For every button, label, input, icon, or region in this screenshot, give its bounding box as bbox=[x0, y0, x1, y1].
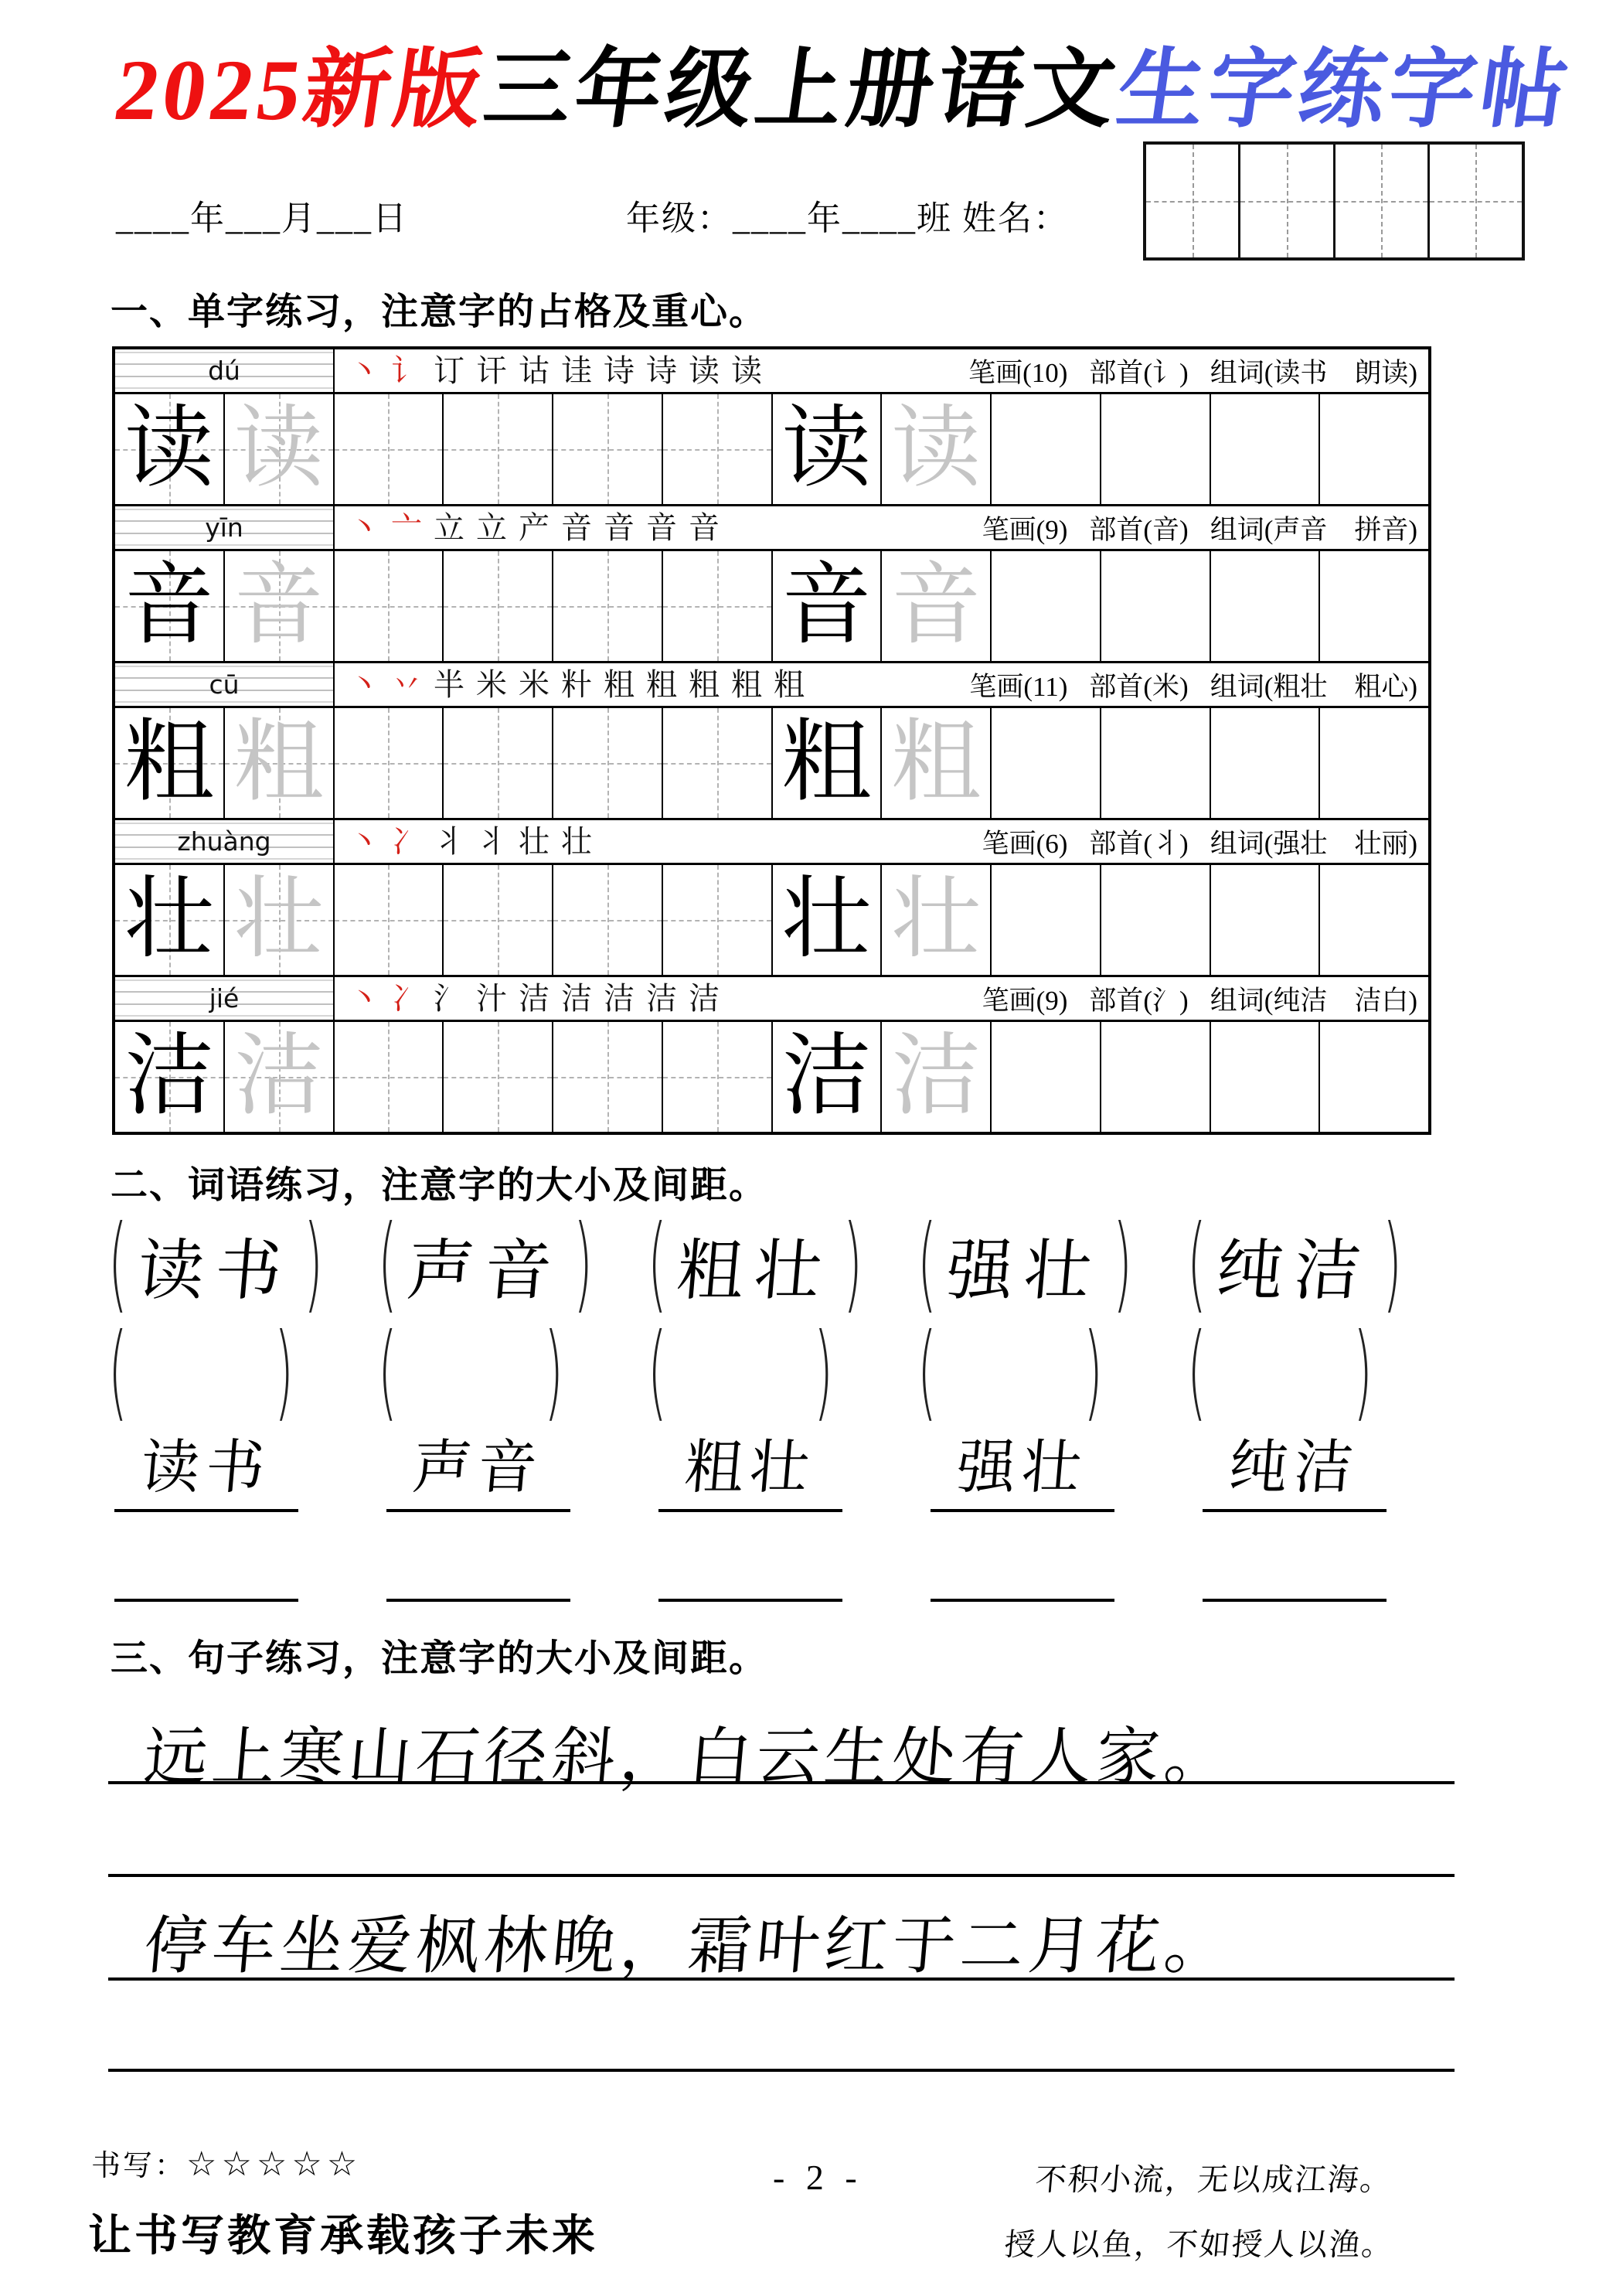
practice-row bbox=[115, 394, 1428, 504]
words-label: 组词(声音 拼音) bbox=[1210, 514, 1417, 545]
open-paren: ( bbox=[1187, 1204, 1206, 1325]
model-character-cell bbox=[115, 865, 225, 975]
empty-practice-cell bbox=[444, 551, 553, 661]
page-title bbox=[108, 20, 1580, 145]
empty-practice-cell bbox=[1211, 708, 1321, 818]
empty-practice-cell bbox=[1320, 865, 1428, 975]
empty-parens bbox=[917, 1313, 1103, 1433]
stroke-count-label: 笔画(9) bbox=[982, 985, 1068, 1016]
stroke-order-step: 丷 bbox=[391, 666, 422, 702]
empty-practice-cell bbox=[444, 1022, 553, 1132]
stroke-order-step: 洁 bbox=[604, 980, 635, 1016]
radical-label: 部首(米) bbox=[1089, 671, 1189, 702]
empty-practice-cell bbox=[444, 394, 553, 504]
radical-label: 部首(氵) bbox=[1089, 985, 1189, 1016]
underlined-word: 粗壮 bbox=[682, 1436, 818, 1501]
stroke-order-step: 汁 bbox=[476, 980, 507, 1016]
empty-practice-cell bbox=[1101, 1022, 1211, 1132]
empty-practice-cell bbox=[335, 551, 444, 661]
character-info bbox=[982, 823, 1428, 861]
word-paren-row-empty bbox=[0, 1313, 1623, 1433]
model-character-cell bbox=[773, 1022, 883, 1132]
model-character: 壮 bbox=[124, 870, 214, 969]
stroke-order-step: 半 bbox=[434, 666, 464, 702]
stroke-order-step: 氵 bbox=[434, 980, 464, 1016]
close-paren: ) bbox=[303, 1204, 323, 1325]
trace-character-cell bbox=[225, 551, 335, 661]
trace-character-cell bbox=[882, 708, 992, 818]
model-character-cell bbox=[773, 394, 883, 504]
character-info bbox=[968, 352, 1428, 390]
sentence-1-underline bbox=[108, 1781, 1455, 1784]
name-grid-cell bbox=[1333, 145, 1427, 257]
empty-practice-cell bbox=[663, 551, 773, 661]
empty-practice-cell bbox=[553, 865, 663, 975]
word-underline-empty bbox=[931, 1594, 1114, 1602]
empty-parens bbox=[378, 1313, 563, 1433]
title-copybook: 生字练字帖 bbox=[1111, 43, 1577, 138]
trace-character: 粗 bbox=[891, 714, 982, 812]
word-underline-filled bbox=[931, 1420, 1114, 1512]
stroke-order-step: 籵 bbox=[561, 666, 592, 702]
section-two-heading: 二、词语练习，注意字的大小及间距。 bbox=[111, 1165, 768, 1206]
pinyin-cell bbox=[115, 663, 335, 706]
stroke-order-step: 洁 bbox=[646, 980, 677, 1016]
empty-practice-cell bbox=[1101, 708, 1211, 818]
practice-word: 纯洁 bbox=[1213, 1234, 1375, 1308]
stroke-count-label: 笔画(11) bbox=[969, 671, 1068, 702]
stroke-order-step: 立 bbox=[434, 509, 464, 545]
stroke-order-step: 洁 bbox=[519, 980, 550, 1016]
grade-blanks: 年级：____年____班 姓名： bbox=[626, 199, 1069, 237]
stroke-order-step: 冫 bbox=[391, 980, 422, 1016]
stroke-order-step: 丶 bbox=[349, 980, 379, 1016]
model-character: 读 bbox=[124, 400, 214, 499]
trace-character: 读 bbox=[891, 400, 982, 499]
pinyin-cell bbox=[115, 506, 335, 549]
character-info bbox=[969, 666, 1428, 704]
pinyin-cell bbox=[115, 977, 335, 1020]
words-label: 组词(强壮 壮丽) bbox=[1210, 828, 1417, 859]
underlined-word: 读书 bbox=[138, 1436, 274, 1501]
empty-practice-cell bbox=[992, 1022, 1101, 1132]
practice-word: 强壮 bbox=[944, 1234, 1105, 1308]
trace-character: 读 bbox=[233, 400, 324, 499]
name-grid bbox=[1143, 141, 1525, 261]
close-paren: ) bbox=[274, 1313, 294, 1433]
word-underline-row-filled bbox=[0, 1432, 1623, 1512]
word-underline-filled bbox=[386, 1420, 570, 1512]
name-grid-cell bbox=[1238, 145, 1332, 257]
trace-character-cell bbox=[225, 865, 335, 975]
character-header-row bbox=[115, 506, 1428, 551]
stroke-order-step: 立 bbox=[476, 509, 507, 545]
stroke-order-strip bbox=[349, 353, 762, 388]
trace-character: 粗 bbox=[233, 714, 324, 812]
empty-practice-cell bbox=[1320, 708, 1428, 818]
model-character: 洁 bbox=[781, 1027, 872, 1126]
stroke-order-step: 讠 bbox=[391, 353, 422, 388]
stroke-order-step: 诂 bbox=[519, 353, 550, 388]
empty-practice-cell bbox=[663, 1022, 773, 1132]
footer-quote-bottom: 授人以鱼，不如授人以渔。 bbox=[1002, 2227, 1396, 2262]
empty-practice-cell bbox=[335, 708, 444, 818]
close-paren: ) bbox=[1352, 1313, 1373, 1433]
pinyin-cell bbox=[115, 820, 335, 863]
stroke-order-step: 洁 bbox=[561, 980, 592, 1016]
trace-character-cell bbox=[882, 1022, 992, 1132]
stroke-order-step: 诗 bbox=[646, 353, 677, 388]
footer-slogan: 让书写教育承载孩子未来 bbox=[88, 2211, 598, 2260]
word-in-parens bbox=[108, 1204, 323, 1325]
stroke-order-step: 粗 bbox=[604, 666, 635, 702]
open-paren: ( bbox=[917, 1204, 937, 1325]
empty-practice-cell bbox=[992, 865, 1101, 975]
stroke-order-step: 诗 bbox=[604, 353, 635, 388]
word-in-parens bbox=[648, 1204, 863, 1325]
word-in-parens bbox=[1187, 1204, 1402, 1325]
character-practice-table bbox=[112, 346, 1431, 1135]
stroke-order-strip bbox=[349, 509, 720, 545]
character-header-row bbox=[115, 349, 1428, 394]
stroke-count-label: 笔画(9) bbox=[982, 514, 1068, 545]
open-paren: ( bbox=[378, 1313, 397, 1433]
pinyin-text: cū bbox=[209, 669, 240, 700]
trace-character-cell bbox=[225, 1022, 335, 1132]
radical-label: 部首(丬) bbox=[1089, 828, 1189, 859]
character-header-row bbox=[115, 663, 1428, 708]
stroke-order-step: 粗 bbox=[646, 666, 677, 702]
empty-practice-cell bbox=[663, 865, 773, 975]
close-paren: ) bbox=[543, 1313, 563, 1433]
model-character: 壮 bbox=[781, 870, 872, 969]
open-paren: ( bbox=[648, 1313, 667, 1433]
practice-word: 读书 bbox=[134, 1234, 296, 1308]
stroke-order-step: 粗 bbox=[774, 666, 805, 702]
stroke-order-step: 音 bbox=[561, 509, 592, 545]
writing-rating bbox=[91, 2141, 362, 2184]
character-block bbox=[115, 663, 1428, 820]
empty-practice-cell bbox=[335, 865, 444, 975]
trace-character: 壮 bbox=[891, 870, 982, 969]
sentence-2: 停车坐爱枫林晚，霜叶红于二月花。 bbox=[141, 1911, 1236, 1981]
stroke-order-step: 音 bbox=[689, 509, 720, 545]
model-character-cell bbox=[115, 708, 225, 818]
empty-practice-cell bbox=[663, 394, 773, 504]
character-block bbox=[115, 820, 1428, 977]
empty-practice-cell bbox=[1211, 394, 1321, 504]
page-number: - 2 - bbox=[773, 2158, 863, 2197]
close-paren: ) bbox=[573, 1204, 593, 1325]
word-underline-empty bbox=[114, 1594, 298, 1602]
trace-character: 洁 bbox=[891, 1027, 982, 1126]
empty-practice-cell bbox=[553, 708, 663, 818]
stroke-order-step: 粗 bbox=[731, 666, 762, 702]
stroke-order-step: 读 bbox=[731, 353, 762, 388]
pinyin-cell bbox=[115, 349, 335, 392]
practice-word: 粗壮 bbox=[674, 1234, 835, 1308]
empty-practice-cell bbox=[1101, 551, 1211, 661]
close-paren: ) bbox=[813, 1313, 833, 1433]
model-character: 粗 bbox=[781, 714, 872, 812]
rating-stars: ☆☆☆☆☆ bbox=[186, 2144, 362, 2184]
model-character-cell bbox=[115, 394, 225, 504]
empty-practice-cell bbox=[553, 551, 663, 661]
stroke-order-step: 丬 bbox=[434, 823, 464, 859]
empty-practice-cell bbox=[992, 394, 1101, 504]
stroke-order-step: 亠 bbox=[391, 509, 422, 545]
words-label: 组词(纯洁 洁白) bbox=[1210, 985, 1417, 1016]
trace-character-cell bbox=[225, 394, 335, 504]
trace-character: 壮 bbox=[233, 870, 324, 969]
empty-practice-cell bbox=[1320, 1022, 1428, 1132]
stroke-order-step: 丶 bbox=[349, 353, 379, 388]
sentence-2-underline bbox=[108, 1977, 1455, 1981]
section-three-heading: 三、句子练习，注意字的大小及间距。 bbox=[111, 1638, 768, 1679]
pinyin-text: yīn bbox=[205, 513, 243, 543]
stroke-order-step: 讦 bbox=[476, 353, 507, 388]
title-edition: 2025新版 bbox=[109, 43, 492, 138]
model-character: 音 bbox=[124, 557, 214, 656]
model-character: 粗 bbox=[124, 714, 214, 812]
sentence-1: 远上寒山石径斜，白云生处有人家。 bbox=[141, 1722, 1236, 1793]
word-underline-empty bbox=[1203, 1594, 1387, 1602]
stroke-order-step: 冫 bbox=[391, 823, 422, 859]
close-paren: ) bbox=[842, 1204, 863, 1325]
word-in-parens bbox=[378, 1204, 593, 1325]
model-character-cell bbox=[773, 708, 883, 818]
empty-parens bbox=[648, 1313, 833, 1433]
underlined-word: 强壮 bbox=[954, 1436, 1091, 1501]
character-header-row bbox=[115, 977, 1428, 1022]
stroke-order-step: 粗 bbox=[689, 666, 720, 702]
empty-practice-cell bbox=[1211, 551, 1321, 661]
trace-character-cell bbox=[882, 551, 992, 661]
character-block bbox=[115, 506, 1428, 663]
empty-practice-cell bbox=[1211, 1022, 1321, 1132]
stroke-order-step: 订 bbox=[434, 353, 464, 388]
stroke-count-label: 笔画(6) bbox=[982, 828, 1068, 859]
trace-character: 洁 bbox=[233, 1027, 324, 1126]
word-paren-row-filled bbox=[0, 1204, 1623, 1325]
word-underline-row-empty bbox=[0, 1568, 1623, 1602]
stroke-order-step: 壮 bbox=[519, 823, 550, 859]
open-paren: ( bbox=[917, 1313, 937, 1433]
practice-row bbox=[115, 865, 1428, 975]
model-character-cell bbox=[773, 551, 883, 661]
open-paren: ( bbox=[108, 1204, 128, 1325]
rating-label: 书写： bbox=[91, 2150, 187, 2182]
empty-practice-cell bbox=[1320, 394, 1428, 504]
trace-character-cell bbox=[882, 865, 992, 975]
underlined-word: 纯洁 bbox=[1226, 1436, 1363, 1501]
title-grade: 三年级上册语文 bbox=[478, 43, 1125, 138]
empty-practice-cell bbox=[335, 394, 444, 504]
empty-practice-cell bbox=[992, 551, 1101, 661]
character-block bbox=[115, 349, 1428, 506]
empty-practice-cell bbox=[553, 1022, 663, 1132]
practice-row bbox=[115, 551, 1428, 661]
open-paren: ( bbox=[378, 1204, 397, 1325]
words-label: 组词(读书 朗读) bbox=[1210, 357, 1417, 388]
model-character-cell bbox=[773, 865, 883, 975]
stroke-order-step: 壮 bbox=[561, 823, 592, 859]
stroke-count-label: 笔画(10) bbox=[968, 357, 1068, 388]
stroke-order-step: 洁 bbox=[689, 980, 720, 1016]
stroke-order-step: 产 bbox=[519, 509, 550, 545]
empty-practice-cell bbox=[553, 394, 663, 504]
empty-practice-cell bbox=[663, 708, 773, 818]
close-paren: ) bbox=[1382, 1204, 1402, 1325]
stroke-order-strip bbox=[349, 823, 592, 859]
model-character-cell bbox=[115, 1022, 225, 1132]
pinyin-text: dú bbox=[208, 356, 240, 386]
trace-character: 音 bbox=[233, 557, 324, 656]
underlined-word: 声音 bbox=[410, 1436, 546, 1501]
empty-practice-cell bbox=[444, 708, 553, 818]
model-character: 洁 bbox=[124, 1027, 214, 1126]
practice-row bbox=[115, 1022, 1428, 1132]
stroke-order-step: 丶 bbox=[349, 823, 379, 859]
close-paren: ) bbox=[1112, 1204, 1132, 1325]
practice-word: 声音 bbox=[404, 1234, 566, 1308]
model-character: 读 bbox=[781, 400, 872, 499]
stroke-order-step: 诖 bbox=[561, 353, 592, 388]
trace-character-cell bbox=[225, 708, 335, 818]
name-grid-cell bbox=[1146, 145, 1238, 257]
trace-character-cell bbox=[882, 394, 992, 504]
stroke-order-step: 米 bbox=[476, 666, 507, 702]
word-underline-filled bbox=[1203, 1420, 1387, 1512]
word-underline-filled bbox=[114, 1420, 298, 1512]
character-block bbox=[115, 977, 1428, 1132]
stroke-order-step: 丶 bbox=[349, 509, 379, 545]
word-underline-empty bbox=[386, 1594, 570, 1602]
footer-quote-top: 不积小流，无以成江海。 bbox=[1033, 2162, 1394, 2197]
empty-practice-cell bbox=[1101, 865, 1211, 975]
empty-practice-cell bbox=[992, 708, 1101, 818]
word-in-parens bbox=[917, 1204, 1132, 1325]
model-character-cell bbox=[115, 551, 225, 661]
empty-practice-cell bbox=[335, 1022, 444, 1132]
model-character: 音 bbox=[781, 557, 872, 656]
empty-parens bbox=[108, 1313, 294, 1433]
stroke-order-step: 米 bbox=[519, 666, 550, 702]
open-paren: ( bbox=[108, 1313, 128, 1433]
character-info bbox=[982, 979, 1428, 1018]
section-one-heading: 一、单字练习，注意字的占格及重心。 bbox=[111, 291, 768, 332]
stroke-order-step: 读 bbox=[689, 353, 720, 388]
empty-practice-cell bbox=[1101, 394, 1211, 504]
stroke-order-step: 音 bbox=[646, 509, 677, 545]
date-blanks: ____年___月___日 bbox=[116, 199, 408, 237]
empty-practice-cell bbox=[1211, 865, 1321, 975]
empty-practice-cell bbox=[1320, 551, 1428, 661]
pinyin-text: jié bbox=[209, 983, 240, 1013]
name-grid-cell bbox=[1427, 145, 1522, 257]
character-header-row bbox=[115, 820, 1428, 865]
radical-label: 部首(音) bbox=[1089, 514, 1189, 545]
character-info bbox=[982, 509, 1428, 547]
close-paren: ) bbox=[1083, 1313, 1103, 1433]
trace-character: 音 bbox=[891, 557, 982, 656]
pinyin-text: zhuàng bbox=[177, 826, 271, 857]
stroke-order-step: 丬 bbox=[476, 823, 507, 859]
radical-label: 部首(讠) bbox=[1089, 357, 1189, 388]
blank-practice-line bbox=[108, 2069, 1455, 2072]
words-label: 组词(粗壮 粗心) bbox=[1210, 671, 1417, 702]
open-paren: ( bbox=[648, 1204, 667, 1325]
stroke-order-step: 丶 bbox=[349, 666, 379, 702]
stroke-order-strip bbox=[349, 980, 720, 1016]
empty-practice-cell bbox=[444, 865, 553, 975]
stroke-order-step: 音 bbox=[604, 509, 635, 545]
word-underline-filled bbox=[658, 1420, 842, 1512]
blank-practice-line bbox=[108, 1874, 1455, 1877]
empty-parens bbox=[1187, 1313, 1373, 1433]
word-underline-empty bbox=[658, 1594, 842, 1602]
open-paren: ( bbox=[1187, 1313, 1206, 1433]
stroke-order-strip bbox=[349, 666, 805, 702]
practice-row bbox=[115, 708, 1428, 818]
